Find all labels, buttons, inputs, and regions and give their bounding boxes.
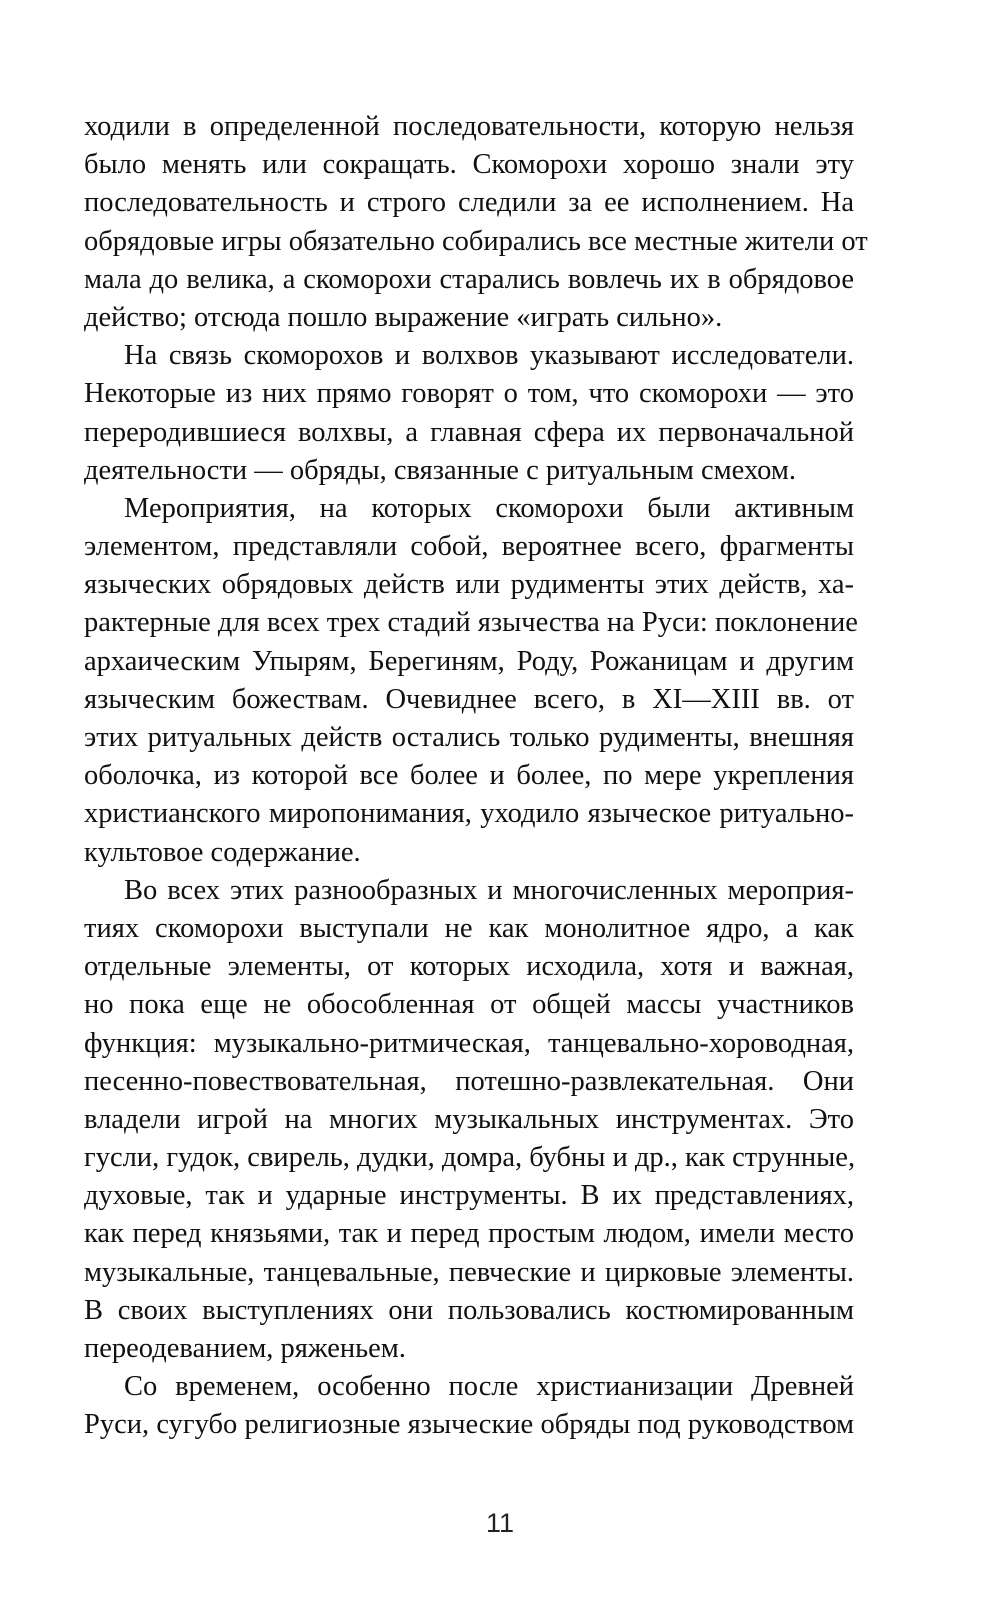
page-number: 11 (485, 1508, 515, 1538)
text-line: деятельности — обряды, связанные с ритуальным смехом. (84, 454, 796, 486)
text-line: мала до велика, а скоморохи старались вовлечь их в обрядовое (84, 263, 854, 295)
text-line: отдельные элементы, от которых исходила, хотя и важная, (84, 951, 854, 983)
text-line: элементом, представляли собой, вероятнее всего, фрагменты (84, 531, 854, 563)
text-line: Некоторые из них прямо говорят о том, что скоморохи — это (84, 378, 854, 410)
text-line: музыкальные, танцевальные, певческие и цирковые элементы. (84, 1256, 854, 1288)
text-line: этих ритуальных действ остались только рудименты, внешняя (84, 722, 854, 753)
text-line: Руси, сугубо религиозные языческие обряды под руководством (84, 1409, 854, 1441)
text-line: гусли, гудок, свирель, дудки, домра, бубны и др., как струнные, (84, 1142, 856, 1174)
body-text (84, 108, 868, 1445)
text-line: переодеванием, ряженьем. (84, 1333, 406, 1364)
text-line: языческим божествам. Очевиднее всего, в XI—XIII вв. от (84, 683, 854, 715)
text-line: архаическим Упырям, Берегиням, Роду, Рожаницам и другим (84, 645, 854, 677)
paragraph (84, 1368, 854, 1444)
text-line: обрядовые игры обязательно собирались все местные жители от (84, 225, 868, 257)
text-line: действо; отсюда пошло выражение «играть сильно». (84, 301, 723, 333)
paragraph (84, 490, 858, 872)
text-line: оболочка, из которой все более и более, по мере укрепления (84, 760, 854, 792)
text-line: христианского миропонимания, уходило языческое ритуально- (84, 798, 854, 830)
text-line: духовые, так и ударные инструменты. В их представлениях, (84, 1180, 854, 1212)
text-line: переродившиеся волхвы, а главная сфера их первоначальной (84, 416, 854, 448)
text-line: рактерные для всех трех стадий язычества на Руси: поклонение (84, 607, 858, 639)
text-line: культовое содержание. (84, 836, 361, 868)
text-line: На связь скоморохов и волхвов указывают исследователи. (124, 340, 854, 372)
text-line: владели игрой на многих музыкальных инструментах. Это (84, 1103, 854, 1135)
text-line: тиях скоморохи выступали не как монолитное ядро, а как (84, 912, 854, 944)
text-line: языческих обрядовых действ или рудименты этих действ, ха- (84, 569, 854, 601)
paragraph (84, 108, 868, 337)
text-line: Мероприятия, на которых скоморохи были активным (124, 492, 854, 524)
text-line: но пока еще не обособленная от общей массы участников (84, 989, 854, 1021)
text-line: было менять или сокращать. Скоморохи хорошо знали эту (84, 149, 854, 181)
text-line: последовательность и строго следили за ее исполнением. На (84, 187, 854, 219)
text-line: функция: музыкально-ритмическая, танцевально-хороводная, (84, 1027, 854, 1059)
text-line: Со временем, особенно после христианизации Древней (124, 1371, 854, 1403)
text-line: В своих выступлениях они пользовались костюмированным (84, 1294, 854, 1326)
text-line: ходили в определенной последовательности, которую нельзя (84, 111, 854, 142)
text-line: как перед князьями, так и перед простым людом, имели место (84, 1218, 854, 1250)
text-line: песенно-повествовательная, потешно-развлекательная. Они (84, 1065, 854, 1097)
paragraph (84, 337, 854, 490)
text-line: Во всех этих разнообразных и многочисленных мероприя- (124, 874, 854, 906)
paragraph (84, 872, 854, 1368)
